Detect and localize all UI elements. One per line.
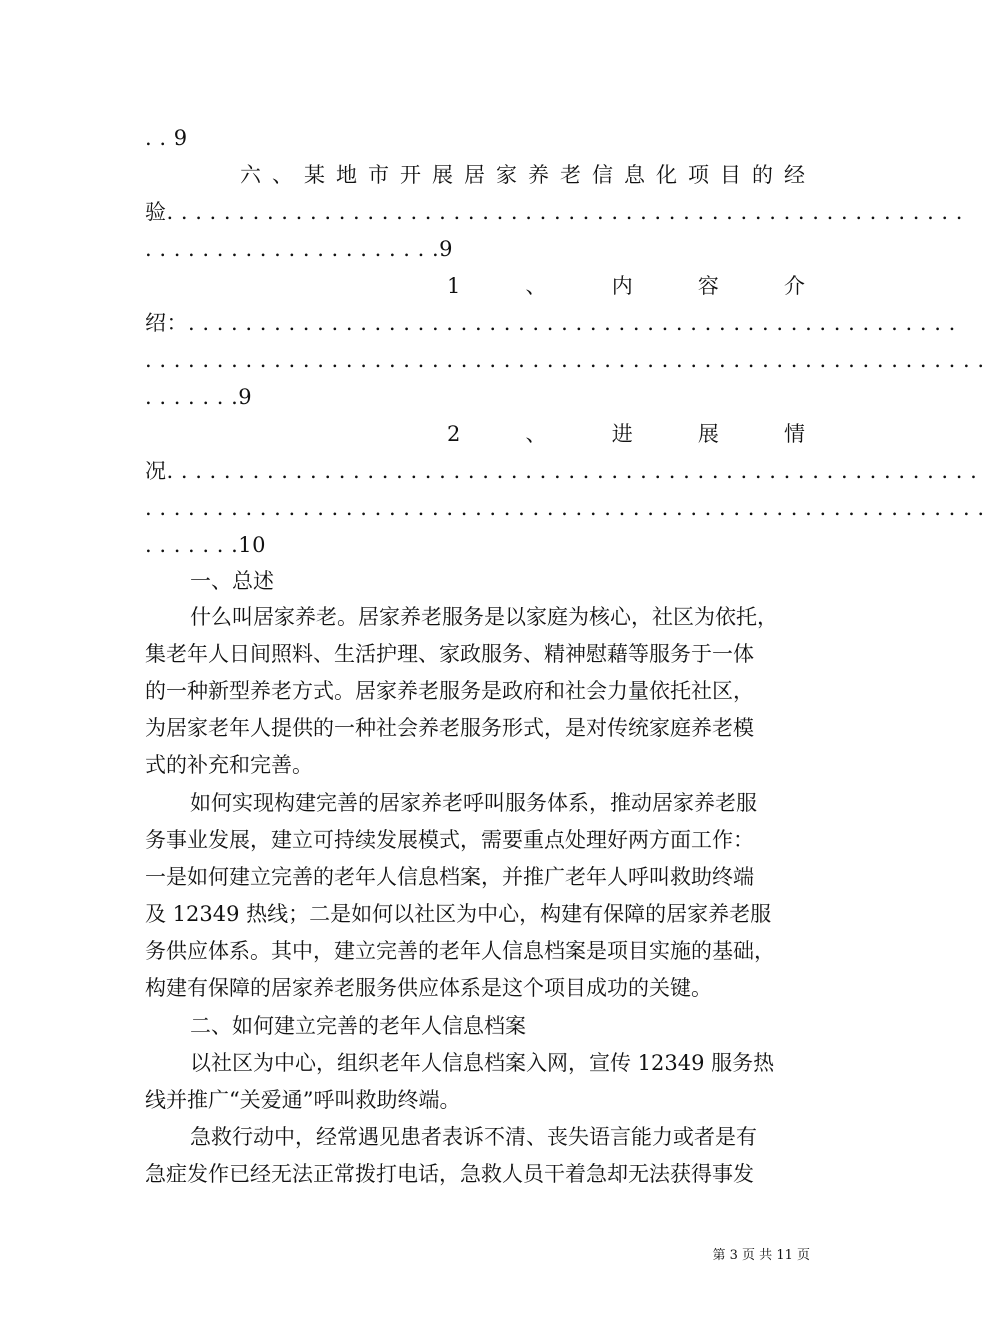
section-heading-2: 二、如何建立完善的老年人信息档案	[190, 1014, 526, 1038]
paragraph-1-line-3: 的一种新型养老方式。居家养老服务是政府和社会力量依托社区，	[145, 679, 754, 703]
paragraph-2-line-6: 构建有保障的居家养老服务供应体系是这个项目成功的关键。	[145, 976, 712, 1000]
paragraph-4-line-1: 急救行动中，经常遇见患者表诉不清、丧失语言能力或者是有	[190, 1125, 757, 1149]
paragraph-1-line-5: 式的补充和完善。	[145, 753, 313, 777]
paragraph-3-line-1: 以社区为中心，组织老年人信息档案入网，宣传 12349 服务热	[190, 1051, 775, 1075]
paragraph-2-line-4: 及 12349 热线；二是如何以社区为中心，构建有保障的居家养老服	[145, 902, 772, 926]
paragraph-4-line-2: 急症发作已经无法正常拨打电话，急救人员干着急却无法获得事发	[145, 1162, 754, 1186]
paragraph-3-line-2: 线并推广“关爱通”呼叫救助终端。	[145, 1088, 461, 1112]
paragraph-2-line-3: 一是如何建立完善的老年人信息档案，并推广老年人呼叫救助终端	[145, 865, 754, 889]
toc-item1-leader: 绍：. . . . . . . . . . . . . . . . . . . . . . . . . . . . . . . . . . . . . . . . . . . . . . . . . . . . . .	[145, 311, 956, 335]
toc-prev-tail: . . 9	[145, 126, 188, 150]
paragraph-2-line-2: 务事业发展，建立可持续发展模式，需要重点处理好两方面工作：	[145, 828, 754, 852]
page-footer: 第 3 页 共 11 页	[712, 1248, 810, 1263]
toc-item2-leader: 况. . . . . . . . . . . . . . . . . . . . . . . . . . . . . . . . . . . . . . . . . . . . . . . . . . . . . . . . .	[145, 459, 978, 483]
toc-item1-title: 1 、 内 容 介	[447, 274, 805, 298]
toc-item1-page: . . . . . . .9	[145, 385, 253, 409]
toc-item6-page: . . . . . . . . . . . . . . . . . . . . .9	[145, 237, 454, 261]
toc-item6-leader: 验. . . . . . . . . . . . . . . . . . . . . . . . . . . . . . . . . . . . . . . . . . . . . . . . . . . . . . . .	[145, 200, 963, 224]
paragraph-1-line-4: 为居家老年人提供的一种社会养老服务形式，是对传统家庭养老模	[145, 716, 754, 740]
toc-item6-title: 六 、 某 地 市 开 展 居 家 养 老 信 息 化 项 目 的 经	[240, 163, 805, 187]
paragraph-1-line-2: 集老年人日间照料、生活护理、家政服务、精神慰藉等服务于一体	[145, 642, 754, 666]
paragraph-1-line-1: 什么叫居家养老。居家养老服务是以家庭为核心，社区为依托，	[190, 605, 778, 629]
toc-item2-leader-2: . . . . . . . . . . . . . . . . . . . . . . . . . . . . . . . . . . . . . . . . . . . . . . . . . . . . . . . . . . .	[145, 496, 985, 520]
toc-item1-leader-2: . . . . . . . . . . . . . . . . . . . . . . . . . . . . . . . . . . . . . . . . . . . . . . . . . . . . . . . . . . .	[145, 348, 985, 372]
toc-item2-page: . . . . . . .10	[145, 533, 267, 557]
section-heading-1: 一、总述	[190, 569, 274, 593]
paragraph-2-line-1: 如何实现构建完善的居家养老呼叫服务体系，推动居家养老服	[190, 791, 757, 815]
toc-item2-title: 2 、 进 展 情	[447, 422, 805, 446]
paragraph-2-line-5: 务供应体系。其中，建立完善的老年人信息档案是项目实施的基础，	[145, 939, 775, 963]
